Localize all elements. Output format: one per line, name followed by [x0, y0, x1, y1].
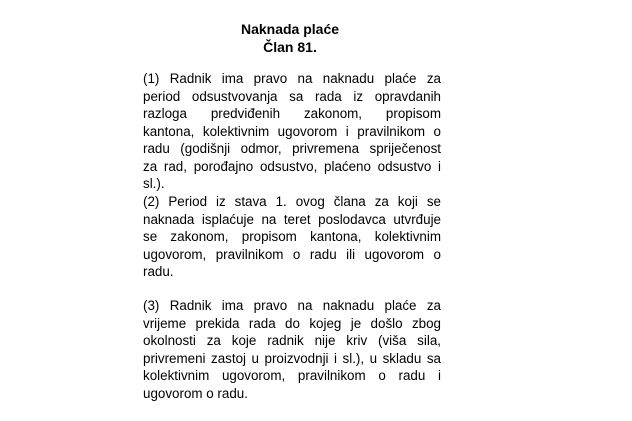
paragraph-line: naknada isplaćuje na teret poslodavca utvrđuje [143, 211, 441, 227]
paragraph-line: sl.). [143, 176, 165, 191]
paragraph-line: radu (godišnji odmor, privremena spriječenost [143, 141, 441, 156]
paragraph-line: (2) Period iz stava 1. ovog člana za koji se [143, 194, 441, 209]
paragraph-line: (1) Radnik ima pravo na naknadu plaće za [143, 71, 441, 86]
paragraph-line: privremeni zastoj u proizvodnji i sl.), u skladu sa [143, 350, 441, 366]
paragraph-line: vrijeme prekida rada do kojeg je došlo zbog [143, 315, 441, 331]
paragraph-line: ugovorom, pravilnikom o radu ili ugovorom o [143, 246, 441, 262]
paragraph-line: razloga predviđenih zakonom, propisom [143, 106, 441, 121]
paragraph-2 [143, 193, 441, 281]
paragraph-line: ugovorom o radu. [143, 385, 248, 401]
paragraph-line: (3) Radnik ima pravo na naknadu plaće za [143, 298, 441, 313]
paragraph-line: kantona, kolektivnim ugovorom i pravilnikom o [143, 123, 441, 139]
paragraph-3 [143, 297, 441, 402]
document-title: Naknada plaće [240, 21, 340, 37]
paragraph-line: se zakonom, propisom kantona, kolektivnim [143, 229, 441, 244]
paragraph-line: kolektivnim ugovorom, pravilnikom o radu i [143, 368, 441, 383]
paragraph-line: za rad, porođajno odsustvo, plaćeno odsustvo i [143, 158, 441, 174]
article-number: Član 81. [263, 39, 317, 55]
paragraph-line: period odsustvovanja sa rada iz opravdanih [143, 88, 441, 104]
paragraph-line: radu. [143, 264, 174, 279]
paragraph-line: okolnosti za koje radnik nije kriv (viša sila, [143, 333, 441, 348]
paragraph-1 [143, 70, 441, 193]
